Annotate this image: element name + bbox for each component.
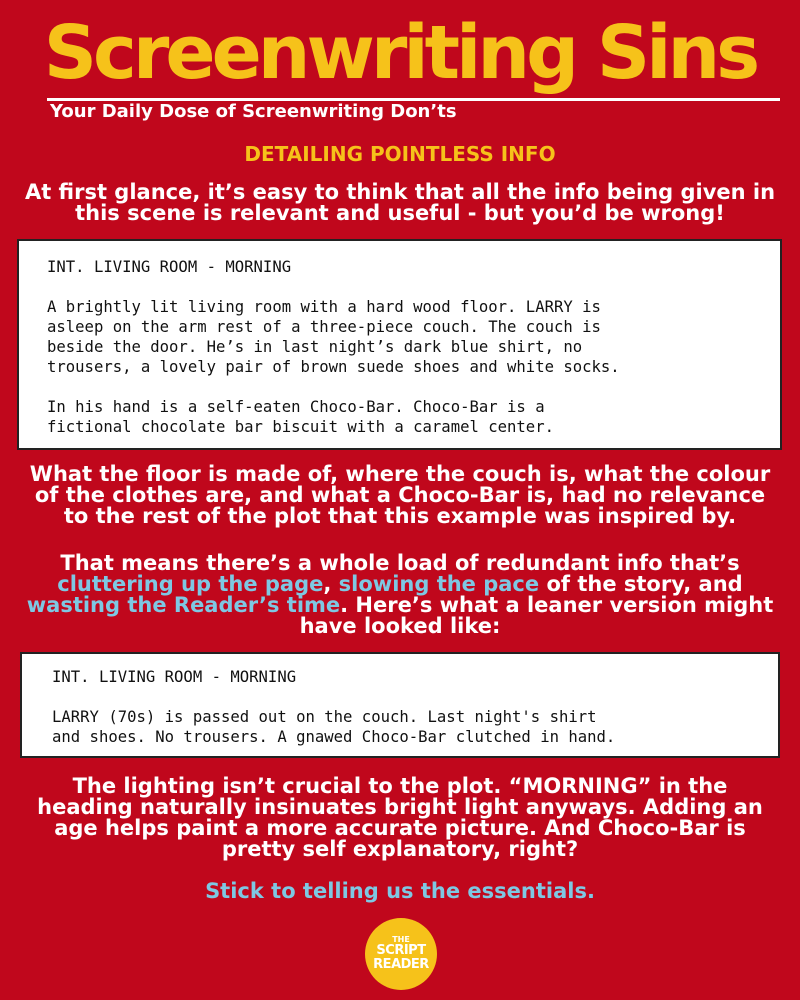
page-title: Screenwriting Sins [43, 10, 757, 96]
tagline: Stick to telling us the essentials. [205, 879, 595, 903]
scene-heading: INT. LIVING ROOM - MORNING [52, 668, 297, 686]
text-segment: That means there’s a whole load of redundant info that’s [60, 551, 740, 575]
scene-heading: INT. LIVING ROOM - MORNING [47, 258, 292, 276]
script-line: fictional chocolate bar biscuit with a caramel center. [47, 418, 554, 436]
script-line: and shoes. No trousers. A gnawed Choco-Bar clutched in hand. [52, 728, 616, 746]
script-line: LARRY (70s) is passed out on the couch. Last night's shirt [52, 708, 597, 726]
intro-paragraph: At first glance, it’s easy to think that all the info being given in this scene is relevant and useful - but you’d be wrong! [24, 180, 776, 225]
script-example-lean [20, 652, 780, 758]
text-segment: of the story, and [539, 572, 743, 596]
logo-line: SCRIPT [376, 943, 426, 958]
redundant-info-paragraph [22, 553, 778, 637]
script-line: A brightly lit living room with a hard wood floor. LARRY is [47, 298, 601, 316]
script-line: trousers, a lovely pair of brown suede shoes and white socks. [47, 358, 620, 376]
highlight-wasting: wasting the Reader’s time [26, 593, 341, 617]
conclusion-paragraph: The lighting isn’t crucial to the plot. “MORNING” in the heading naturally insinuates bright light anyways. Adding an age helps paint a more accurate picture. And Choco-Bar is pretty self explanatory, right? [37, 774, 763, 861]
explanation-paragraph: What the floor is made of, where the couch is, what the colour of the clothes are, and what a Choco-Bar is, had no relevance to the rest of the plot that this example was inspired by. [29, 462, 771, 528]
script-reader-logo [365, 918, 437, 990]
logo-line: READER [373, 957, 429, 972]
script-line: beside the door. He’s in last night’s dark blue shirt, no [47, 338, 583, 356]
script-line: In his hand is a self-eaten Choco-Bar. Choco-Bar is a [47, 398, 545, 416]
script-line: asleep on the arm rest of a three-piece couch. The couch is [47, 318, 601, 336]
text-segment: , [323, 572, 339, 596]
script-example-verbose [17, 239, 782, 450]
logo-line: THE [392, 935, 410, 944]
highlight-slowing: slowing the pace [338, 572, 540, 596]
section-heading: DETAILING POINTLESS INFO [244, 142, 556, 166]
page-subtitle: Your Daily Dose of Screenwriting Don’ts [50, 101, 457, 122]
text-segment: . Here’s what a leaner version might have looked like: [299, 593, 774, 638]
highlight-cluttering: cluttering up the page [57, 572, 324, 596]
